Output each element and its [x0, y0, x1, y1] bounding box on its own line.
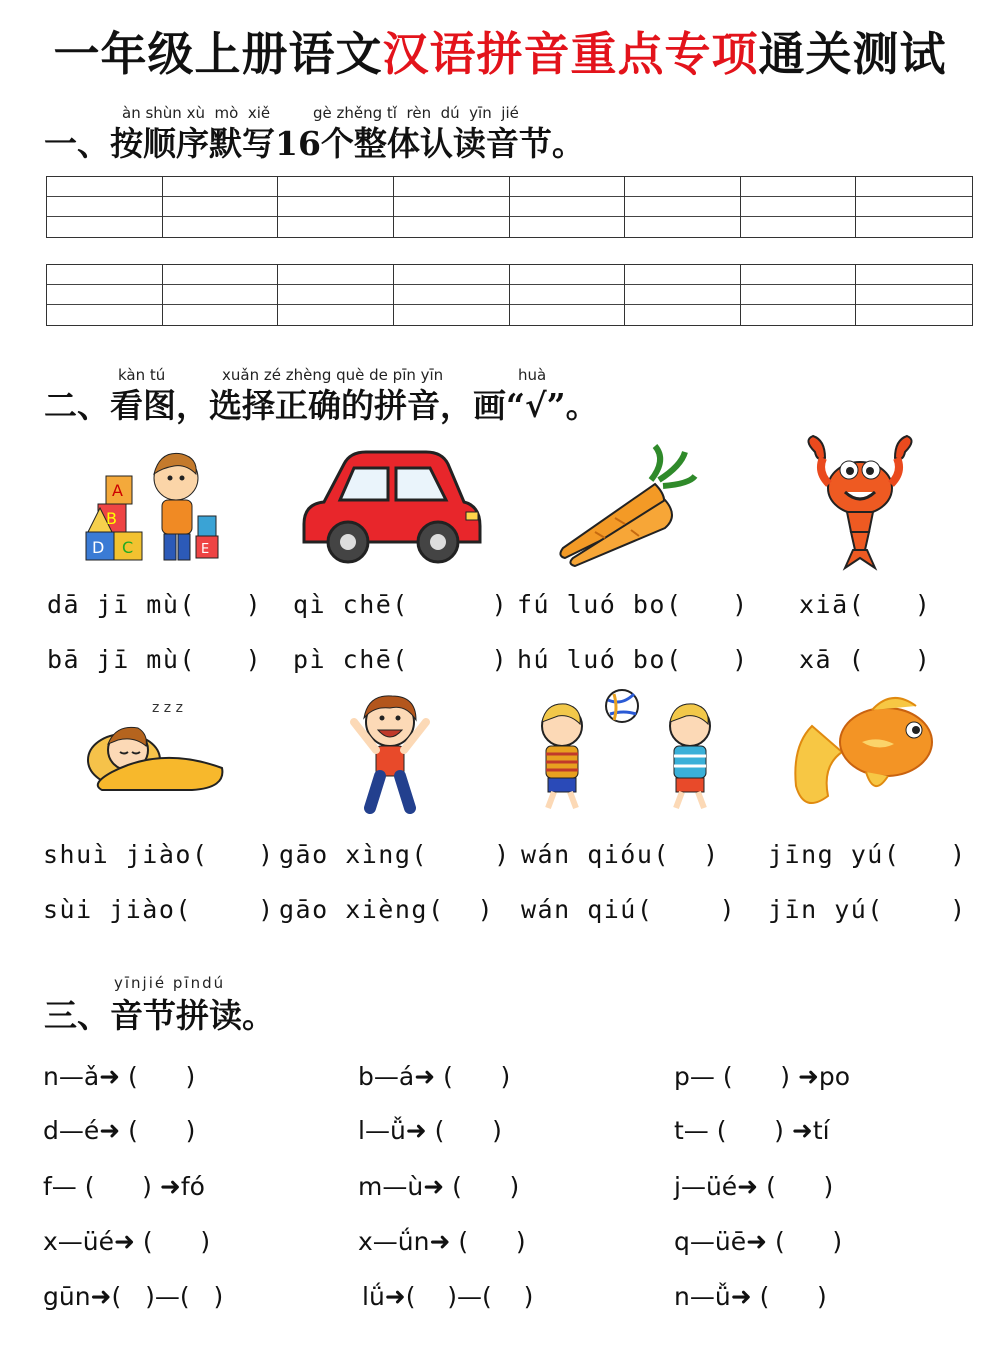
writing-cell[interactable]	[625, 177, 741, 237]
syllable-exercise[interactable]: n—ǚ➜ ( )	[674, 1282, 827, 1311]
writing-cell[interactable]	[278, 177, 394, 237]
svg-text:A: A	[112, 481, 123, 500]
lobster-picture	[795, 432, 925, 572]
writing-cell[interactable]	[47, 265, 163, 325]
syllable-exercise[interactable]: d—é➜ ( )	[43, 1116, 196, 1145]
section2-title: 二、看图，选择正确的拼音，画“√”。	[44, 386, 599, 425]
option-fish-1[interactable]: jīng yú( )	[768, 840, 967, 869]
syllable-exercise[interactable]: x—üé➜ ( )	[43, 1227, 211, 1256]
sleeping-child-picture	[72, 688, 232, 800]
option-happy-2[interactable]: gāo xièng( )	[279, 895, 495, 924]
svg-text:C: C	[122, 538, 134, 557]
section1-title: 一、按顺序默写16个整体认读音节。	[44, 124, 585, 163]
option-car-2[interactable]: pì chē( )	[293, 645, 509, 674]
kids-with-ball-picture	[522, 686, 727, 814]
option-carrot-1[interactable]: fú luó bo( )	[517, 590, 749, 619]
happy-boy-picture	[340, 688, 440, 818]
option-sleep-2[interactable]: sùi jiào( )	[43, 895, 275, 924]
writing-cell[interactable]	[856, 265, 972, 325]
svg-text:E: E	[201, 542, 210, 557]
syllable-exercise[interactable]: lǘ➜( )—( )	[362, 1282, 534, 1311]
writing-cell[interactable]	[163, 177, 279, 237]
option-car-1[interactable]: qì chē( )	[293, 590, 509, 619]
writing-cell[interactable]	[741, 265, 857, 325]
carrots-picture	[555, 440, 700, 570]
writing-grid-2[interactable]	[46, 264, 973, 326]
svg-text:z z z: z z z	[152, 700, 183, 716]
syllable-exercise[interactable]: f— ( ) ➜fó	[43, 1172, 205, 1201]
syllable-exercise[interactable]: x—ǘn➜ ( )	[358, 1227, 526, 1256]
syllable-exercise[interactable]: m—ù➜ ( )	[358, 1172, 520, 1201]
writing-cell[interactable]	[394, 265, 510, 325]
writing-cell[interactable]	[163, 265, 279, 325]
writing-cell[interactable]	[510, 265, 626, 325]
option-sleep-1[interactable]: shuì jiào( )	[43, 840, 275, 869]
section3-pinyin: yīnjié pīndú	[114, 974, 226, 992]
title-part2: 汉语拼音重点专项	[382, 27, 759, 81]
option-happy-1[interactable]: gāo xìng( )	[279, 840, 511, 869]
syllable-exercise[interactable]: gūn➜( )—( )	[43, 1282, 224, 1311]
option-fish-2[interactable]: jīn yú( )	[768, 895, 967, 924]
svg-text:B: B	[106, 509, 117, 528]
red-car-picture	[296, 444, 486, 570]
syllable-exercise[interactable]: q—üē➜ ( )	[674, 1227, 843, 1256]
option-lobster-1[interactable]: xiā( )	[799, 590, 932, 619]
section1-pinyin: àn shùn xù mò xiě gè zhěng tǐ rèn dú yīn jié	[122, 104, 519, 122]
option-lobster-2[interactable]: xā ( )	[799, 645, 932, 674]
syllable-exercise[interactable]: n—ǎ➜ ( )	[43, 1062, 196, 1091]
syllable-exercise[interactable]: b—á➜ ( )	[358, 1062, 511, 1091]
writing-cell[interactable]	[625, 265, 741, 325]
svg-text:D: D	[92, 538, 105, 557]
option-carrot-2[interactable]: hú luó bo( )	[517, 645, 749, 674]
toy-blocks-boy-picture	[78, 440, 228, 570]
writing-cell[interactable]	[510, 177, 626, 237]
option-toy-blocks-2[interactable]: bā jī mù( )	[47, 645, 263, 674]
writing-grid-1[interactable]	[46, 176, 973, 238]
section2-pinyin-c: huà	[518, 366, 547, 384]
section2-pinyin-b: xuǎn zé zhèng què de pīn yīn	[222, 366, 444, 384]
option-toy-blocks-1[interactable]: dā jī mù( )	[47, 590, 263, 619]
syllable-exercise[interactable]: t— ( ) ➜tí	[674, 1116, 830, 1145]
worksheet-title	[0, 18, 1000, 84]
syllable-exercise[interactable]: p— ( ) ➜po	[674, 1062, 851, 1091]
title-part3: 通关测试	[758, 27, 947, 81]
writing-cell[interactable]	[856, 177, 972, 237]
syllable-exercise[interactable]: l—ǚ➜ ( )	[358, 1116, 502, 1145]
writing-cell[interactable]	[741, 177, 857, 237]
title-part1: 一年级上册语文	[53, 27, 383, 81]
section3-title: 三、音节拼读。	[44, 996, 275, 1035]
writing-cell[interactable]	[47, 177, 163, 237]
goldfish-picture	[782, 686, 942, 816]
option-ball-2[interactable]: wán qiú( )	[521, 895, 737, 924]
writing-cell[interactable]	[278, 265, 394, 325]
section2-pinyin-a: kàn tú	[118, 366, 166, 384]
option-ball-1[interactable]: wán qióu( )	[521, 840, 720, 869]
syllable-exercise[interactable]: j—üé➜ ( )	[674, 1172, 834, 1201]
writing-cell[interactable]	[394, 177, 510, 237]
